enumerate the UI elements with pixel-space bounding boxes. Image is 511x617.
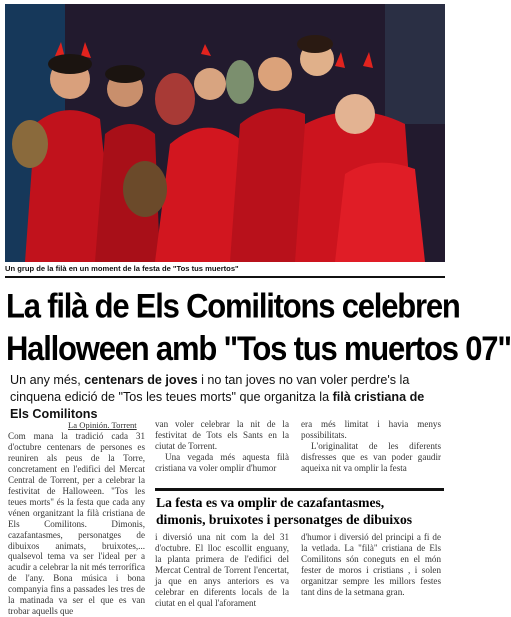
column-2-paragraph-1: van voler celebrar la nit de la festivitat de Tots els Sants en la ciutat de Torrent. [155, 419, 289, 451]
column-3-paragraph-2: L'originalitat de les diferents disfresses que es van poder gaudir aqueixa nit va omplir la festa [301, 440, 441, 473]
column-3-bottom [301, 532, 441, 598]
caption-divider [5, 276, 445, 278]
section-divider [155, 488, 444, 491]
halloween-costume-party-photo-icon [5, 4, 445, 262]
halloween-party-photo [5, 4, 445, 262]
section-heading-line-2: dimonis, bruixotes i personatges de dibuixos [156, 512, 413, 527]
column-3-bottom-text: d'humor i diversió del principi a fi de la vetlada. La "filà" cristiana de Els Comilitons són coneguts en el món fester de moros i cristians , i solen organitzar sempre les millors festes tant dins de la setmana gran. [301, 532, 441, 597]
section-heading-line-1: La festa es va omplir de cazafantasmes, [156, 495, 385, 510]
subhead-bold-2: filà cristiana de Els Comilitons [10, 390, 425, 421]
column-1 [8, 431, 145, 617]
headline-line-2: Halloween amb "Tos tus muertos 07" [6, 328, 511, 368]
column-2-paragraph-2: Una vegada més aquesta filà cristiana va voler omplir d'humor [155, 451, 289, 473]
column-2-bottom-text: i diversió una nit com la del 31 d'octubre. El lloc escollit enguany, la planta primera de l'edifici del Mercat Central de Torrent l'encertat, ja que en anys anteriors es va celebrar en diferents locals de la ciutat en el qual l'aforament [155, 532, 289, 608]
subhead-part-2: i no tan joves no van voler perdre's la cinquena edició de "Tos les teues morts" que organitza la [10, 373, 410, 404]
column-2-bottom [155, 532, 289, 609]
article-headline [6, 285, 511, 370]
article-subheading [10, 372, 440, 423]
section-heading [156, 494, 446, 528]
article-byline: La Opinión. Torrent [68, 420, 137, 430]
subhead-bold-1: centenars de joves [84, 373, 198, 387]
column-1-text: Com mana la tradició cada 31 d'octubre centenars de persones es reuniren als peus de la Torre, concretament en l'edifici del Mercat Central de Torrent, per a celebrar la festivitat de Halloween. "Tos les teues morts" és la festa que cada any vénen organitzant la filà cristiana de Els Comilitons. Dimonis, cazafantasmes, personatges de dibuixos animats, bruixotes,... qualsevol tema va ser l'ideal per a acudir a celebrar la nit més terrorífica de l'any. Bona música i bona companyia fins a passades les tres de la matinada va ser el que es van trobar aquells que [8, 431, 145, 617]
subhead-part-1: Un any més, [10, 373, 85, 387]
headline-line-1: La filà de Els Comilitons celebren [6, 286, 460, 326]
column-2-top [155, 419, 289, 474]
column-3-paragraph-1: era més limitat i havia menys possibilitats. [301, 419, 441, 440]
photo-caption: Un grup de la filà en un moment de la festa de "Tos tus muertos" [5, 264, 239, 273]
column-3-top [301, 419, 441, 474]
